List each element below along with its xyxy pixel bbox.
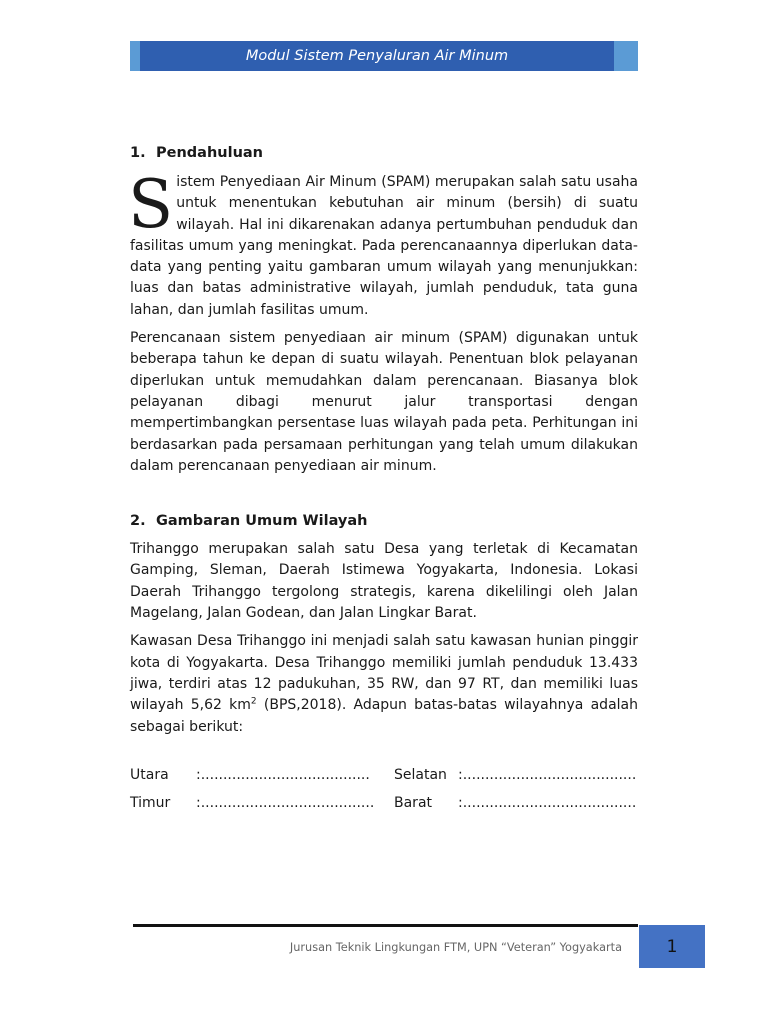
section-2-title: Gambaran Umum Wilayah xyxy=(156,513,368,530)
border-east-label: Timur xyxy=(130,795,171,811)
section-1-paragraph-1-text: istem Penyediaan Air Minum (SPAM) merupakan salah satu usaha untuk menentukan kebutuhan air minum (bersih) di suatu wilayah. Hal ini dikarenakan adanya pertumbuhan penduduk dan fasilitas umum yang meningkat. Pada perencanaannya diperlukan data-data yang penting yaitu gambaran umum wilayah yang menunjukkan: luas dan batas administrative wilayah, jumlah penduduk, tata guna lahan, dan jumlah fasilitas umum. xyxy=(130,174,638,318)
border-east-value: :....................................... xyxy=(196,795,375,811)
border-south-label: Selatan xyxy=(394,767,447,783)
section-2-paragraph-2 xyxy=(130,631,638,737)
page-number: 1 xyxy=(666,936,678,957)
section-1-paragraph-2: Perencanaan sistem penyediaan air minum (SPAM) digunakan untuk beberapa tahun ke depan di suatu wilayah. Penentuan blok pelayanan diperlukan untuk memudahkan dalam perencanaan. Biasanya blok pelayanan dibagi menurut jalur transportasi dengan mempertimbangkan persentase luas wilayah pada peta. Perhitungan ini berdasarkan pada persamaan perhitungan yang telah umum dilakukan dalam perencanaan penyediaan air minum. xyxy=(130,330,638,474)
header-accent-left xyxy=(130,41,140,71)
section-1-title: Pendahuluan xyxy=(156,145,263,161)
section-2-paragraph-2-text-a: Kawasan Desa Trihanggo ini menjadi salah satu kawasan hunian pinggir kota di Yogyakarta. Desa Trihanggo memiliki jumlah penduduk 13.433 jiwa, terdiri atas 12 padukuhan, 35 RW, dan 97 RT, dan memiliki luas wilayah 5,62 km xyxy=(130,633,638,714)
footer-rule xyxy=(133,924,638,927)
area-unit-superscript: 2 xyxy=(250,696,257,707)
border-south-value: :....................................... xyxy=(458,767,637,783)
header-accent-right xyxy=(614,41,638,71)
section-2-paragraph-1: Trihanggo merupakan salah satu Desa yang terletak di Kecamatan Gamping, Sleman, Daerah Istimewa Yogyakarta, Indonesia. Lokasi Daerah Trihanggo tergolong strategis, karena dikelilingi oleh Jalan Magelang, Jalan Godean, dan Jalan Lingkar Barat. xyxy=(130,541,638,622)
page-number-box xyxy=(639,925,705,968)
section-1-heading xyxy=(130,142,638,164)
border-row-2 xyxy=(130,792,638,820)
border-list xyxy=(130,764,638,820)
drop-cap: S xyxy=(128,166,174,243)
border-north-value: :...................................... xyxy=(196,767,370,783)
border-west-value: :....................................... xyxy=(458,795,637,811)
document-body xyxy=(130,142,638,738)
section-1-number: 1. xyxy=(130,145,146,161)
section-2-heading xyxy=(130,510,638,532)
border-row-1 xyxy=(130,764,638,792)
header-title: Modul Sistem Penyaluran Air Minum xyxy=(245,48,509,64)
section-2-number: 2. xyxy=(130,513,146,530)
footer-institution: Jurusan Teknik Lingkungan FTM, UPN “Veteran” Yogyakarta xyxy=(289,941,622,954)
border-west-label: Barat xyxy=(394,795,433,811)
header-band xyxy=(130,41,638,71)
border-north-label: Utara xyxy=(130,767,169,783)
section-2-paragraph-2-text-b: (BPS,2018). Adapun batas-batas wilayahnya adalah sebagai berikut: xyxy=(130,697,638,735)
section-1-paragraph-1 xyxy=(128,166,638,321)
